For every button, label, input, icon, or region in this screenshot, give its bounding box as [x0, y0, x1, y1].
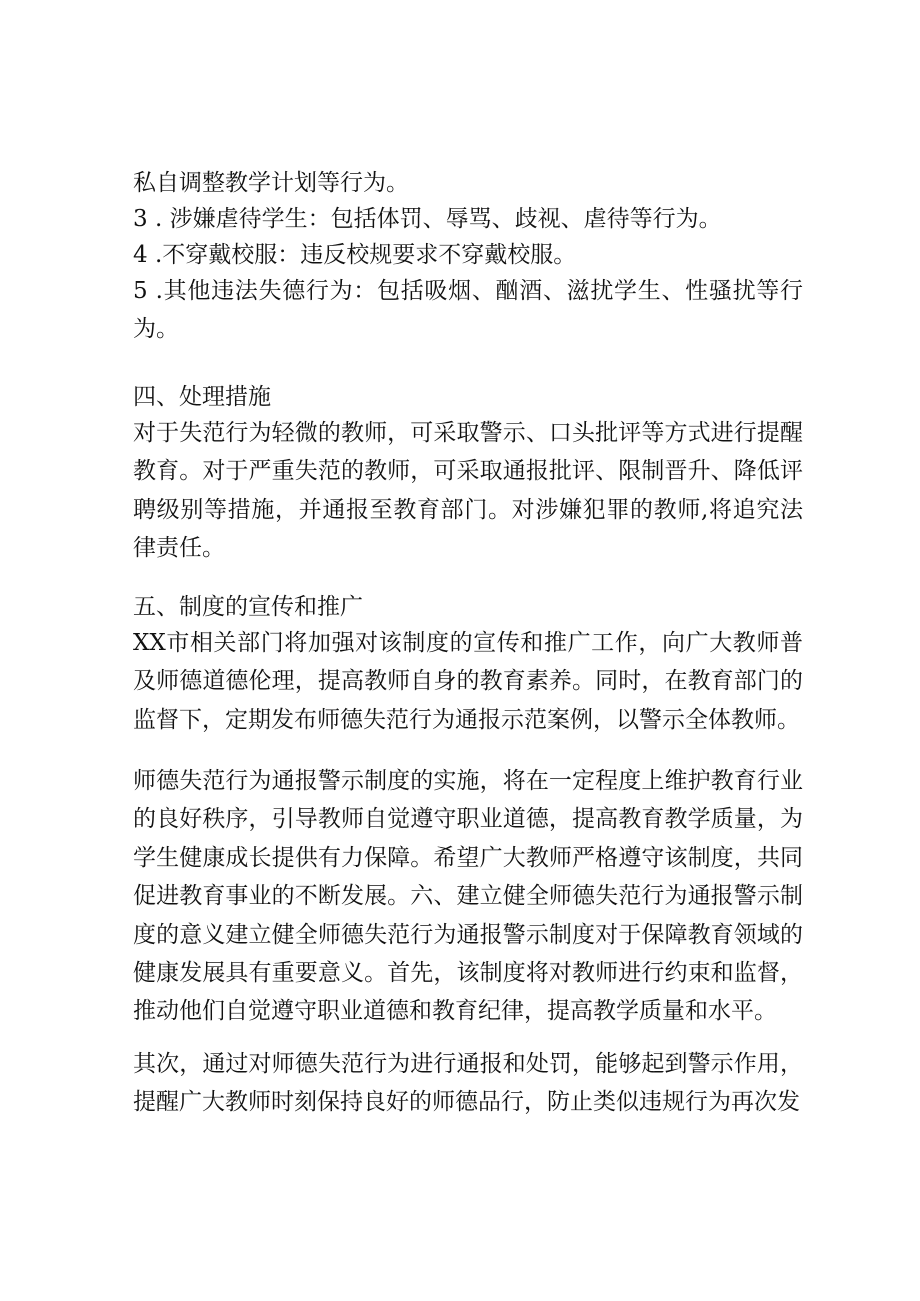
section-4-body: 对于失范行为轻微的教师，可采取警示、口头批评等方式进行提醒教育。对于严重失范的教师，可采取通报批评、限制晋升、降低评聘级别等措施，并通报至教育部门。对涉嫌犯罪的教师,将追究法律责任。	[133, 420, 803, 562]
paragraph-significance: 师德失范行为通报警示制度的实施，将在一定程度上维护教育行业的良好秩序，引导教师自觉遵守职业道德，提高教育教学质量，为学生健康成长提供有力保障。希望广大教师严格遵守该制度，共同促进教育事业的不断发展。六、建立健全师德失范行为通报警示制度的意义建立健全师德失范行为通报警示制度对于保障教育领域的健康发展具有重要意义。首先，该制度将对教师进行约束和监督，推动他们自觉遵守职业道德和教育纪律，提高教学质量和水平。	[133, 768, 803, 1025]
paragraph-second: 其次，通过对师德失范行为进行通报和处罚，能够起到警示作用，提醒广大教师时刻保持良好的师德品行，防止类似违规行为再次发	[133, 1051, 803, 1116]
list-item-5: 5 .其他违法失德行为：包括吸烟、酗酒、滋扰学生、性骚扰等行为。	[133, 278, 803, 343]
list-item-4: 4 .不穿戴校服：违反校规要求不穿戴校服。	[133, 242, 577, 268]
list-item-3: 3 . 涉嫌虐待学生：包括体罚、辱骂、歧视、虐待等行为。	[133, 206, 722, 232]
text-line: 私自调整教学计划等行为。	[133, 170, 409, 196]
section-4-heading: 四、处理措施	[133, 384, 271, 410]
section-5-body: XX市相关部门将加强对该制度的宣传和推广工作，向广大教师普及师德道德伦理，提高教师自身的教育素养。同时，在教育部门的监督下，定期发布师德失范行为通报示范案例，以警示全体教师。	[133, 630, 803, 733]
section-5-heading: 五、制度的宣传和推广	[133, 594, 363, 620]
